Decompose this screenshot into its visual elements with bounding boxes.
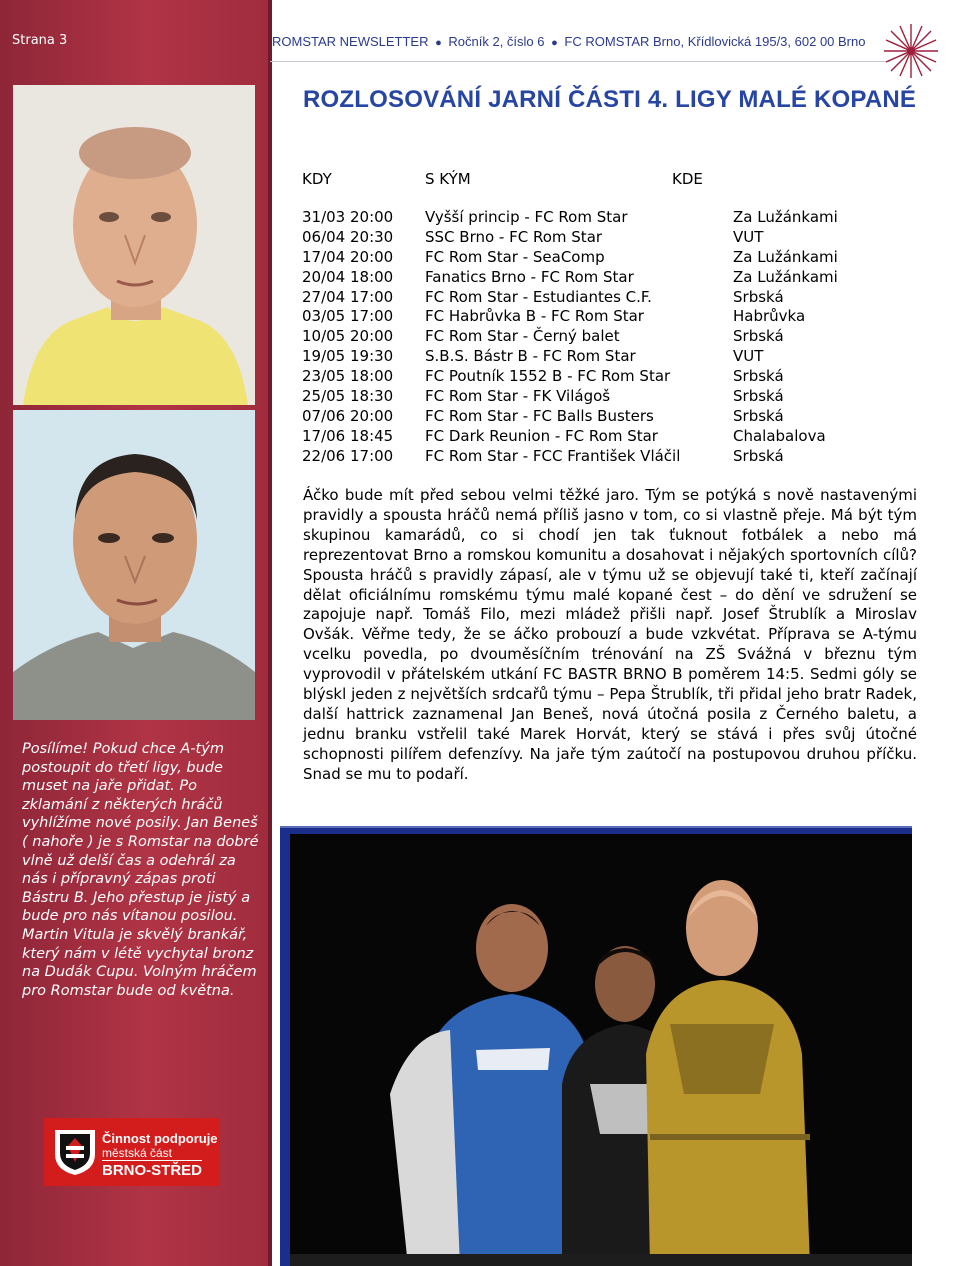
fixture-venue: Za Lužánkami bbox=[733, 267, 838, 286]
issue-label: Ročník 2, číslo 6 bbox=[448, 34, 545, 49]
fixture-match: FC Habrůvka B - FC Rom Star bbox=[425, 307, 644, 326]
fixture-row bbox=[302, 327, 862, 347]
fixture-venue: Srbská bbox=[733, 287, 784, 306]
fixture-row bbox=[302, 347, 862, 367]
fixture-match: Fanatics Brno - FC Rom Star bbox=[425, 267, 634, 286]
fixture-row bbox=[302, 307, 862, 327]
fixture-date: 22/06 17:00 bbox=[302, 446, 394, 465]
fixture-date: 23/05 18:00 bbox=[302, 367, 394, 386]
header-where: KDE bbox=[672, 170, 703, 188]
logo-line2: městská část bbox=[102, 1146, 173, 1160]
fixture-match: FC Rom Star - FK Világoš bbox=[425, 387, 611, 406]
fixture-date: 27/04 17:00 bbox=[302, 287, 394, 306]
fixture-venue: Srbská bbox=[733, 327, 784, 346]
fixture-row bbox=[302, 248, 862, 268]
fixture-match: S.B.S. Bástr B - FC Rom Star bbox=[425, 347, 636, 366]
fixture-venue: VUT bbox=[733, 347, 764, 366]
portrait-photo-bottom bbox=[13, 410, 255, 720]
newsletter-name: ROMSTAR NEWSLETTER bbox=[272, 34, 429, 49]
separator-dot: ● bbox=[551, 37, 558, 49]
fixture-date: 17/04 20:00 bbox=[302, 247, 394, 266]
club-address: FC ROMSTAR Brno, Křídlovická 195/3, 602 00 Brno bbox=[564, 34, 866, 49]
fixture-venue: Za Lužánkami bbox=[733, 247, 838, 266]
fixture-match: FC Rom Star - FC Balls Busters bbox=[425, 406, 654, 425]
fixture-venue: Srbská bbox=[733, 446, 784, 465]
logo-district: BRNO-STŘED bbox=[102, 1162, 202, 1179]
logo-line1: Činnost podporuje bbox=[102, 1131, 218, 1146]
sidebar-edge bbox=[268, 0, 272, 1266]
fixture-venue: Za Lužánkami bbox=[733, 208, 838, 226]
page-title: ROZLOSOVÁNÍ JARNÍ ČÁSTI 4. LIGY MALÉ KOPANÉ bbox=[303, 86, 917, 113]
brno-stred-logo bbox=[44, 1118, 220, 1186]
fixture-venue: Chalabalova bbox=[733, 426, 826, 445]
header-when: KDY bbox=[302, 170, 332, 188]
fixture-date: 31/03 20:00 bbox=[302, 208, 394, 226]
logo-support-text bbox=[102, 1132, 218, 1160]
starburst-icon bbox=[882, 22, 940, 80]
fixture-date: 03/05 17:00 bbox=[302, 307, 394, 326]
fixture-match: FC Rom Star - FCC František Vláčil bbox=[425, 446, 681, 465]
fixture-row bbox=[302, 407, 862, 427]
fixture-row bbox=[302, 427, 862, 447]
portrait-photo-top bbox=[13, 85, 255, 405]
fixture-match: FC Poutník 1552 B - FC Rom Star bbox=[425, 367, 671, 386]
fixture-match: FC Rom Star - Estudiantes C.F. bbox=[425, 287, 652, 306]
fixture-date: 17/06 18:45 bbox=[302, 426, 394, 445]
article-text: Áčko bude mít před sebou velmi těžké jaro. Tým se potýká s nově nastavenými pravidly a spousta hráčů nemá příliš jasno v tom, co si vlastně přeje. Má být tým skupinou kamarádů, co si chodí jen tak ťuknout fotbálek a nebo má reprezentovat Brno a romskou komunitu a dosahovat i nějakých sportovních cílů? Spousta hráčů s pravidly zápasí, ale v týmu už se objevují také ti, kteří začínají dělat oficiálnímu romskému týmu malé kopané čest – do dění ve sdružení se zapojuje např. Tomáš Filo, mezi mládež přišli např. Josef Štrublík a Miroslav Ovšák. Věřme tedy, že se áčko probouzí a bude vzkvétat. Příprava se A-týmu vcelku povedla, po dvouměsíčním trénování na ZŠ Svážná v březnu tým vyprovodil v přátelském utkání FC BASTR BRNO B poměrem 14:5. Sedmi góly se blýskl jeden z největších srdcařů týmu – Pepa Štrublík, tři přidal jeho bratr Radek, další hattrick zaznamenal Jan Beneš, nová útočná posila z Černého baletu, a jednu branku vstřelil také Marek Horvát, který se stává i přes svůj útočné schopnosti pilířem defenzívy. Na jaře tým zaútočí na postupovou druhou příčku. Snad se mu to podaří. bbox=[303, 486, 917, 783]
separator-dot: ● bbox=[435, 37, 442, 49]
fixture-row bbox=[302, 447, 862, 467]
sidebar-caption: Posílíme! Pokud chce A-tým postoupit do třetí ligy, bude muset na jaře přidat. Po zklamání z některých hráčů vyhlížíme nové posily. Jan Beneš ( nahoře ) je s Romstar na dobré vlně už delší čas a odehrál za nás i přípravný zápas proti Bástru B. Jeho přestup je jistý a bude pro nás vítanou posilou. Martin Vitula je skvělý brankář, který nám v létě vychytal bronz na Dudák Cupu. Volným hráčem pro Romstar bude od května. bbox=[22, 741, 259, 999]
fixture-venue: VUT bbox=[733, 227, 764, 246]
fixture-venue: Habrůvka bbox=[733, 307, 806, 326]
fixture-row bbox=[302, 367, 862, 387]
fixture-row bbox=[302, 268, 862, 288]
fixture-date: 06/04 20:30 bbox=[302, 227, 394, 246]
fixture-match: FC Dark Reunion - FC Rom Star bbox=[425, 426, 658, 445]
fixture-date: 19/05 19:30 bbox=[302, 347, 394, 366]
fixture-match: SSC Brno - FC Rom Star bbox=[425, 227, 603, 246]
fixture-row bbox=[302, 208, 862, 228]
fixture-date: 20/04 18:00 bbox=[302, 267, 394, 286]
header-with-whom: S KÝM bbox=[425, 170, 471, 188]
fixture-date: 10/05 20:00 bbox=[302, 327, 394, 346]
fixture-match: Vyšší princip - FC Rom Star bbox=[425, 208, 628, 226]
fixture-table bbox=[302, 208, 862, 467]
fixture-row bbox=[302, 387, 862, 407]
fixture-row bbox=[302, 288, 862, 308]
fixture-match: FC Rom Star - SeaComp bbox=[425, 247, 605, 266]
fixture-venue: Srbská bbox=[733, 387, 784, 406]
coat-of-arms-icon bbox=[52, 1126, 98, 1176]
fixture-row bbox=[302, 228, 862, 248]
fixture-date: 25/05 18:30 bbox=[302, 387, 394, 406]
fixture-match: FC Rom Star - Černý balet bbox=[425, 327, 620, 346]
newsletter-header bbox=[272, 34, 865, 49]
team-photo bbox=[290, 834, 912, 1266]
fixture-date: 07/06 20:00 bbox=[302, 406, 394, 425]
fixture-venue: Srbská bbox=[733, 406, 784, 425]
page-number: Strana 3 bbox=[12, 33, 68, 48]
fixture-venue: Srbská bbox=[733, 367, 784, 386]
